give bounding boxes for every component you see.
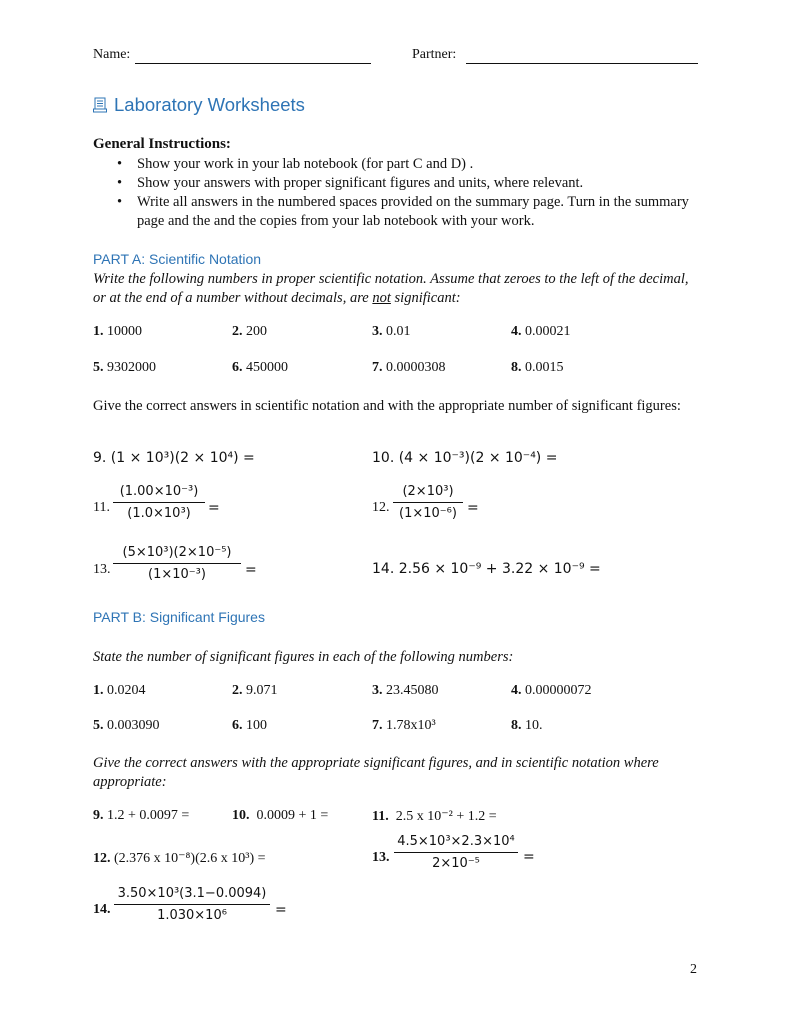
part-b-q11: 11. 2.5 x 10⁻² + 1.2 = <box>372 809 497 824</box>
part-b-q10: 10. 0.0009 + 1 = <box>232 808 329 823</box>
part-a-q12-equals: = <box>467 500 479 516</box>
part-a-q13-equals: = <box>245 562 257 578</box>
instruction-item: • Show your answers with proper significant figures and units, where relevant. <box>117 175 584 191</box>
page-number: 2 <box>690 962 697 977</box>
general-heading: General Instructions: <box>93 136 231 152</box>
part-b-heading: PART B: Significant Figures <box>93 609 265 625</box>
part-b-q14-label: 14. <box>93 902 111 917</box>
part-a-instruction-2: Give the correct answers in scientific notation and with the appropriate number of significant figures: <box>93 398 681 414</box>
part-a-q13-fraction: (5×10³)(2×10⁻⁵) (1×10⁻³) <box>113 545 241 582</box>
part-a-q12-fraction: (2×10³) (1×10⁻⁶) <box>393 484 463 521</box>
part-a-q11-equals: = <box>208 500 220 516</box>
part-a-q9: 9. (1 × 10³)(2 × 10⁴) = <box>93 450 255 466</box>
part-b-q6: 6. 100 <box>232 718 267 733</box>
part-b-q13-label: 13. <box>372 850 390 865</box>
part-a-heading: PART A: Scientific Notation <box>93 251 262 267</box>
part-b-q5: 5. 0.003090 <box>93 718 160 733</box>
part-a-q1: 1. 10000 <box>93 324 142 339</box>
partner-field[interactable] <box>466 63 698 64</box>
part-b-q8: 8. 10. <box>511 718 543 733</box>
part-b-instruction-2: Give the correct answers with the appropriate significant figures, and in scientific notation where appropriate: <box>93 755 659 790</box>
part-b-instruction: State the number of significant figures in each of the following numbers: <box>93 649 514 665</box>
part-a-q6: 6. 450000 <box>232 360 288 375</box>
part-a-q2: 2. 200 <box>232 324 267 339</box>
part-a-q8: 8. 0.0015 <box>511 360 564 375</box>
part-b-q13-fraction: 4.5×10³×2.3×10⁴ 2×10⁻⁵ <box>394 834 518 871</box>
part-b-q14-fraction: 3.50×10³(3.1−0.0094) 1.030×10⁶ <box>114 886 270 923</box>
name-label: Name: <box>93 47 131 62</box>
part-b-q13-equals: = <box>523 849 535 865</box>
part-a-q3: 3. 0.01 <box>372 324 411 339</box>
part-a-q13-label: 13. <box>93 562 111 577</box>
part-a-q10: 10. (4 × 10⁻³)(2 × 10⁻⁴) = <box>372 450 558 466</box>
part-a-q5: 5. 9302000 <box>93 360 156 375</box>
part-a-q7: 7. 0.0000308 <box>372 360 446 375</box>
name-field[interactable] <box>135 63 371 64</box>
part-b-q3: 3. 23.45080 <box>372 683 439 698</box>
part-a-q14: 14. 2.56 × 10⁻⁹ + 3.22 × 10⁻⁹ = <box>372 561 601 577</box>
part-b-q1: 1. 0.0204 <box>93 683 146 698</box>
part-a-instruction: Write the following numbers in proper scientific notation. Assume that zeroes to the left of the decimal, or at the end of a number without decimals, are not significant: <box>93 271 689 306</box>
page-title: Laboratory Worksheets <box>114 94 305 115</box>
instruction-item: • Write all answers in the numbered spaces provided on the summary page. Turn in the summary page and the and the copies from your lab notebook with your work. <box>117 194 689 229</box>
part-b-q14-equals: = <box>275 902 287 918</box>
part-a-q11-label: 11. <box>93 500 110 515</box>
part-a-q4: 4. 0.00021 <box>511 324 571 339</box>
part-b-q4: 4. 0.00000072 <box>511 683 592 698</box>
part-a-q11-fraction: (1.00×10⁻³) (1.0×10³) <box>113 484 205 521</box>
part-b-q2: 2. 9.071 <box>232 683 278 698</box>
partner-label: Partner: <box>412 47 457 62</box>
document-icon <box>93 97 107 113</box>
part-a-q12-label: 12. <box>372 500 390 515</box>
instruction-item: • Show your work in your lab notebook (for part C and D) . <box>117 156 474 172</box>
general-list <box>93 155 693 231</box>
part-b-q12: 12. (2.376 x 10⁻⁸)(2.6 x 10³) = <box>93 851 266 866</box>
part-b-q7: 7. 1.78x10³ <box>372 718 436 733</box>
part-b-q9: 9. 1.2 + 0.0097 = <box>93 808 190 823</box>
